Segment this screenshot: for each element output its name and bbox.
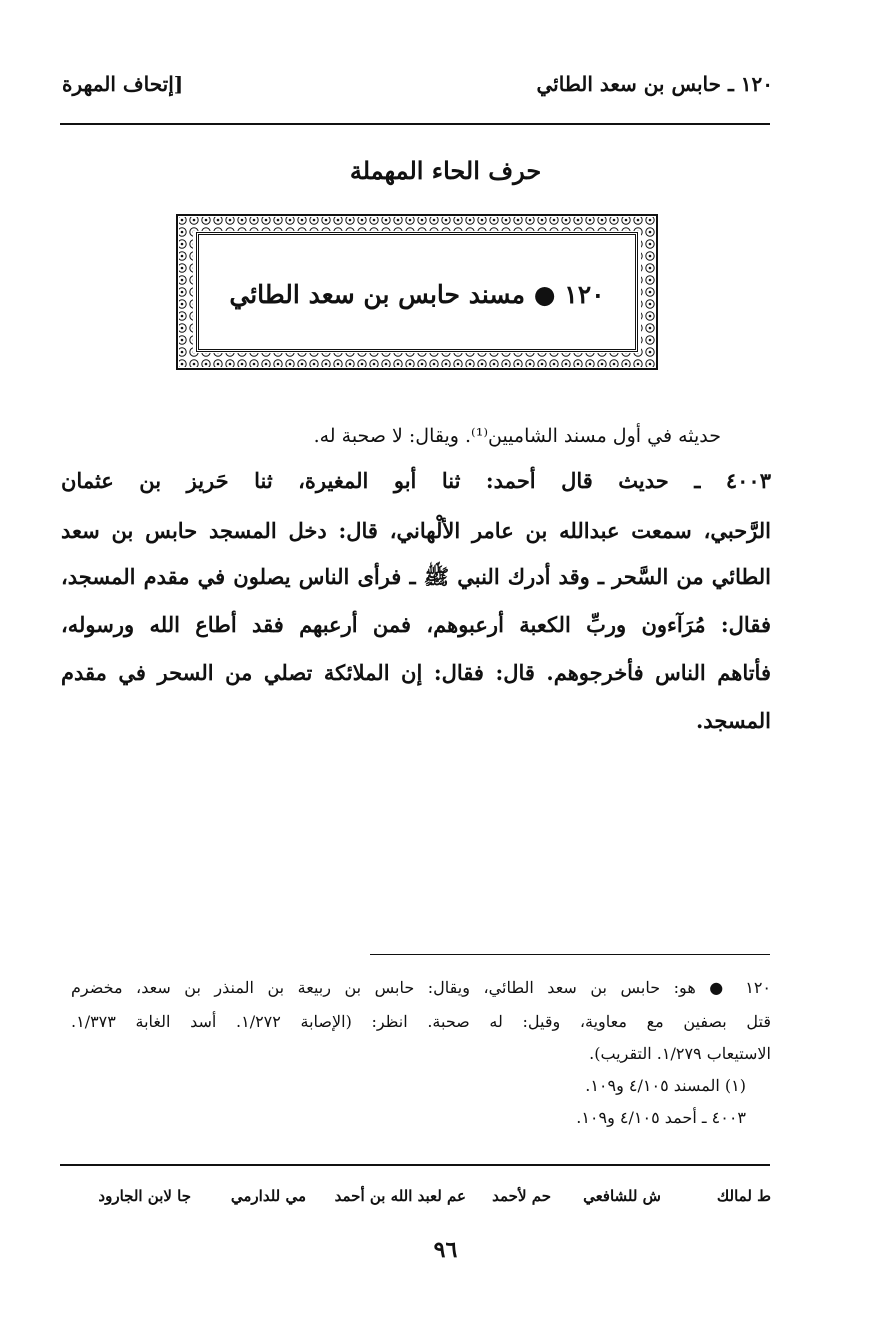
abbreviation: حم لأحمد [492,1187,551,1205]
footnote-line: قتل بصفين مع معاوية، وقيل: له صحبة. انظر: (الإصابة ١/٢٧٢. أسد الغابة ١/٣٧٣. [71,1012,771,1031]
abbreviation: ط لمالك [716,1187,771,1205]
page-number: ٩٦ [433,1237,458,1263]
abbreviation: جا لابن الجارود [98,1187,191,1205]
hadith-line: فقال: مُرَآءون وربِّ الكعبة أرعبوهم، فمن أرعبهم فقد أطاع الله ورسوله، [61,612,771,637]
hadith-line: الطائي من السَّحر ـ وقد أدرك النبي ﷺ ـ فرأى الناس يصلون في مقدم المسجد، [61,564,771,589]
running-header-left: [إتحاف المهرة [62,72,184,96]
section-title: حرف الحاء المهملة [349,156,542,185]
musnad-title: ١٢٠ ● مسند حابس بن سعد الطائي [229,280,605,309]
intro-text: حديثه في أول مسند الشاميين⁽¹⁾. ويقال: لا صحبة له. [313,425,721,447]
hadith-line: الرَّحبي، سمعت عبدالله بن عامر الألْهاني، قال: دخل المسجد حابس بن سعد [61,518,771,543]
abbreviations-rule [60,1164,770,1166]
running-header-right: ١٢٠ ـ حابس بن سعد الطائي [536,72,773,96]
footnote-rule [370,954,770,955]
footnote-line: (١) المسند ٤/١٠٥ و١٠٩. [585,1076,746,1095]
hadith-line: ٤٠٠٣ ـ حديث قال أحمد: ثنا أبو المغيرة، ثنا حَريز بن عثمان [61,468,771,493]
footnote-line: ١٢٠ ● هو: حابس بن سعد الطائي، ويقال: حابس بن ربيعة بن المنذر بن سعد، مخضرم [71,978,771,997]
footnote-line: ٤٠٠٣ ـ أحمد ٤/١٠٥ و١٠٩. [576,1108,746,1127]
hadith-line: المسجد. [696,708,771,733]
abbreviation: ش للشافعي [583,1187,661,1205]
footnote-line: الاستيعاب ١/٢٧٩. التقريب). [589,1044,771,1063]
abbreviation: مي للدارمي [230,1187,306,1205]
header-rule [60,123,770,125]
abbreviation: عم لعبد الله بن أحمد [334,1187,466,1205]
hadith-line: فأتاهم الناس فأخرجوهم. قال: فقال: إن الملائكة تصلي من السحر في مقدم [61,660,771,685]
